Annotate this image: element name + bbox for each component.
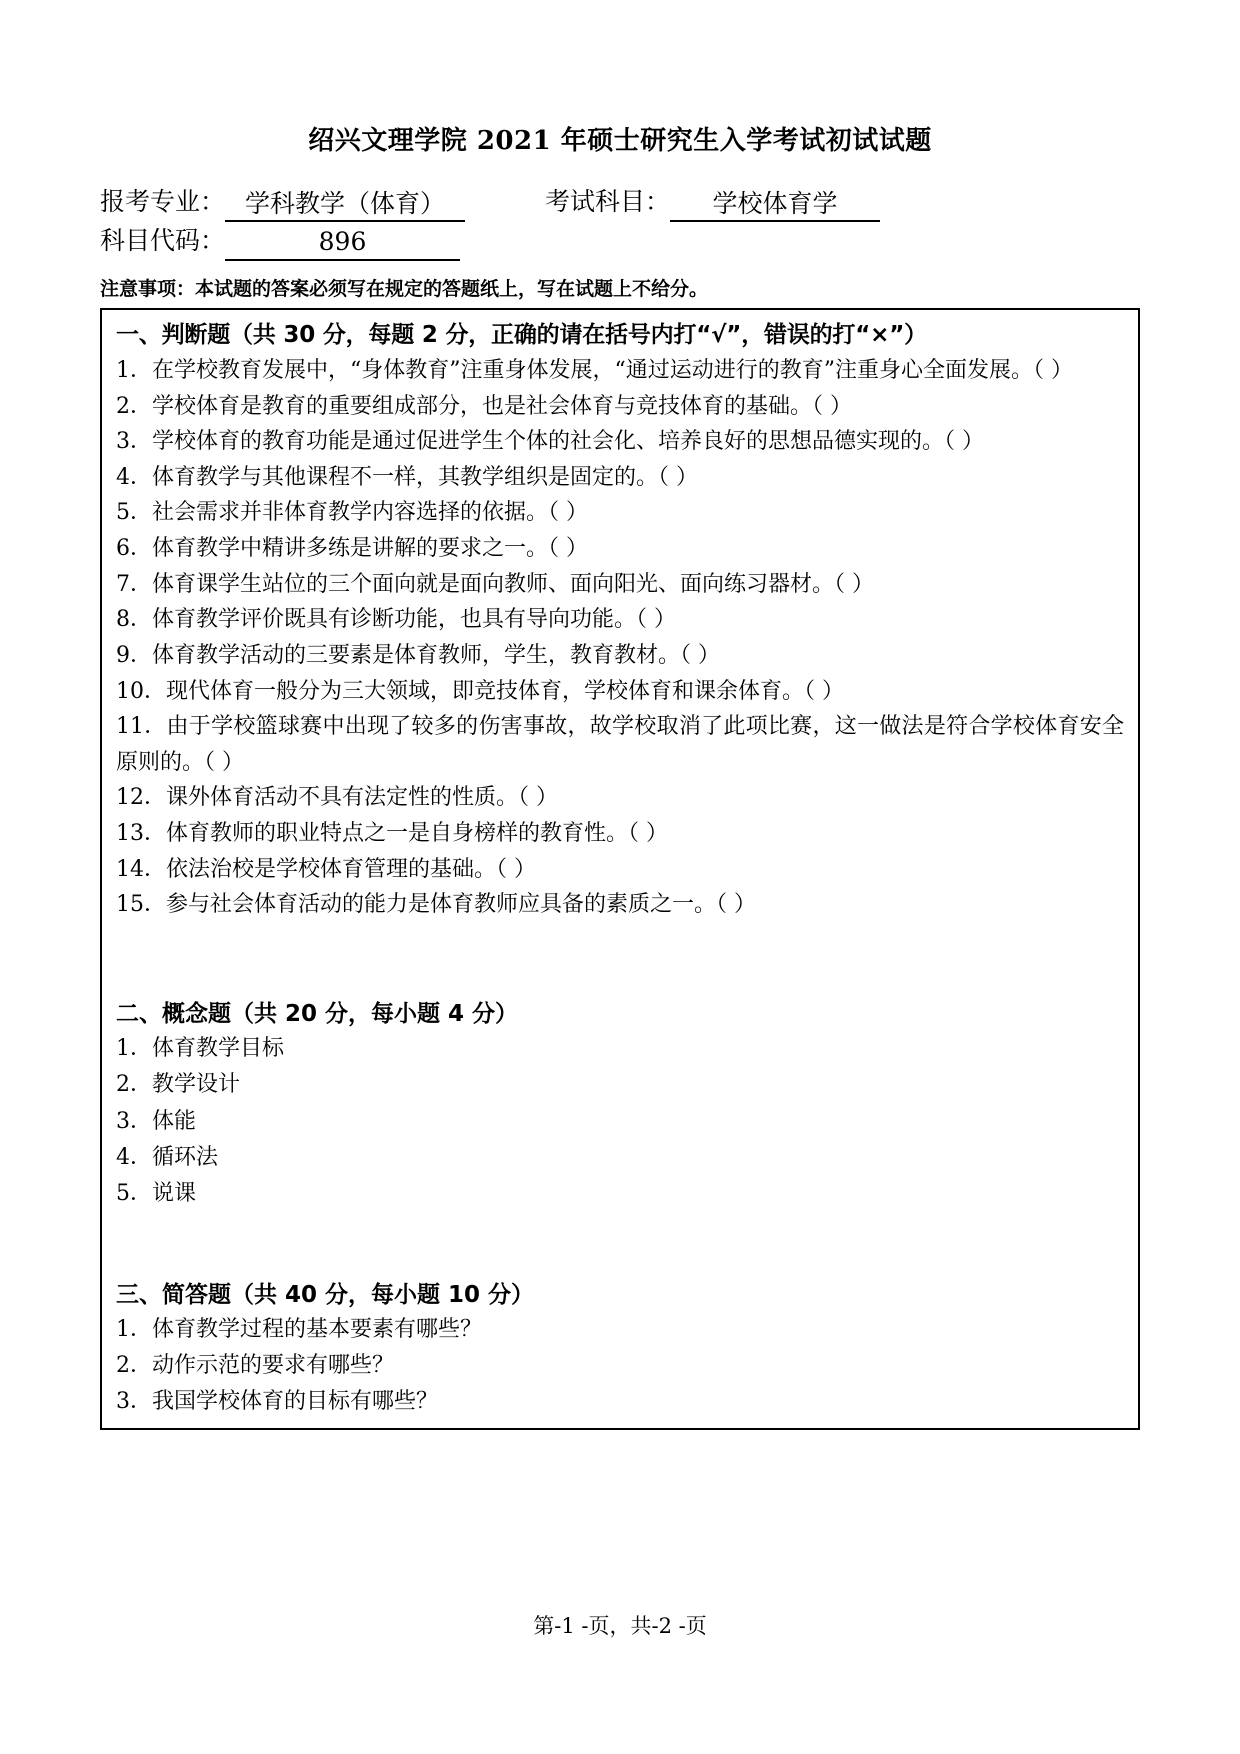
section-3-list: [116, 1312, 1124, 1420]
section-spacer: [116, 1212, 1124, 1278]
list-item: 3．学校体育的教育功能是通过促进学生个体的社会化、培养良好的思想品德实现的。（ ）: [116, 429, 984, 455]
section-spacer: [116, 923, 1124, 997]
list-item: 4．体育教学与其他课程不一样，其教学组织是固定的。（ ）: [116, 464, 698, 490]
list-item: 1．体育教学过程的基本要素有哪些？: [116, 1317, 482, 1343]
code-label: 科目代码：: [100, 225, 226, 255]
list-item: 2．学校体育是教育的重要组成部分，也是社会体育与竞技体育的基础。（ ）: [116, 393, 852, 419]
list-item: 13．体育教师的职业特点之一是自身榜样的教育性。（ ）: [116, 821, 668, 846]
list-item: 4．循环法: [116, 1144, 218, 1170]
list-item: 9．体育教学活动的三要素是体育教师，学生，教育教材。（ ）: [116, 642, 720, 668]
meta-row-code: [100, 222, 1140, 261]
section-1-list: [116, 353, 1124, 923]
list-item: 1．在学校教育发展中，“身体教育”注重身体发展，“通过运动进行的教育”注重身心全面发展。（ ）: [116, 357, 1073, 383]
major-label: 报考专业：: [100, 187, 226, 217]
questions-box: [100, 308, 1140, 1430]
list-item: 7．体育课学生站位的三个面向就是面向教师、面向阳光、面向练习器材。（ ）: [116, 571, 874, 597]
page-footer: 第-1 -页，共-2 -页: [533, 1614, 707, 1638]
code-value: 896: [225, 226, 460, 260]
list-item: 6．体育教学中精讲多练是讲解的要求之一。（ ）: [116, 536, 588, 561]
list-item: 5．说课: [116, 1180, 196, 1206]
section-heading-3: 三、简答题（共 40 分，每小题 10 分）: [116, 1281, 535, 1308]
list-item: 5．社会需求并非体育教学内容选择的依据。（ ）: [116, 500, 588, 526]
notice-text: 注意事项：本试题的答案必须写在规定的答题纸上，写在试题上不给分。: [100, 277, 709, 300]
meta-row-major-subject: [100, 183, 1140, 222]
exam-meta-fields: [100, 183, 1140, 261]
list-item: 3．体能: [116, 1108, 196, 1134]
list-item: 3．我国学校体育的目标有哪些？: [116, 1389, 438, 1415]
subject-value: 学校体育学: [670, 188, 880, 222]
list-item: 2．动作示范的要求有哪些？: [116, 1353, 394, 1379]
section-2-list: [116, 1031, 1124, 1211]
list-item: 10．现代体育一般分为三大领域，即竞技体育，学校体育和课余体育。（ ）: [116, 678, 844, 704]
list-item: 15．参与社会体育活动的能力是体育教师应具备的素质之一。（ ）: [116, 892, 756, 918]
list-item: 2．教学设计: [116, 1072, 240, 1098]
section-heading-1: 一、判断题（共 30 分，每题 2 分，正确的请在括号内打“√”，错误的打“×”）: [116, 322, 927, 349]
major-value: 学科教学（体育）: [225, 188, 465, 222]
page-title: 绍兴文理学院 2021 年硕士研究生入学考试初试试题: [308, 126, 932, 156]
list-item: 11．由于学校篮球赛中出现了较多的伤害事故，故学校取消了此项比赛，这一做法是符合学校体育安全原则的。（ ）: [116, 714, 1124, 775]
list-item: 1．体育教学目标: [116, 1036, 284, 1062]
section-heading-2: 二、概念题（共 20 分，每小题 4 分）: [116, 1000, 519, 1027]
list-item: 12．课外体育活动不具有法定性的性质。（ ）: [116, 785, 558, 811]
list-item: 14．依法治校是学校体育管理的基础。（ ）: [116, 856, 536, 882]
subject-label: 考试科目：: [545, 187, 671, 217]
list-item: 8．体育教学评价既具有诊断功能，也具有导向功能。（ ）: [116, 607, 676, 633]
